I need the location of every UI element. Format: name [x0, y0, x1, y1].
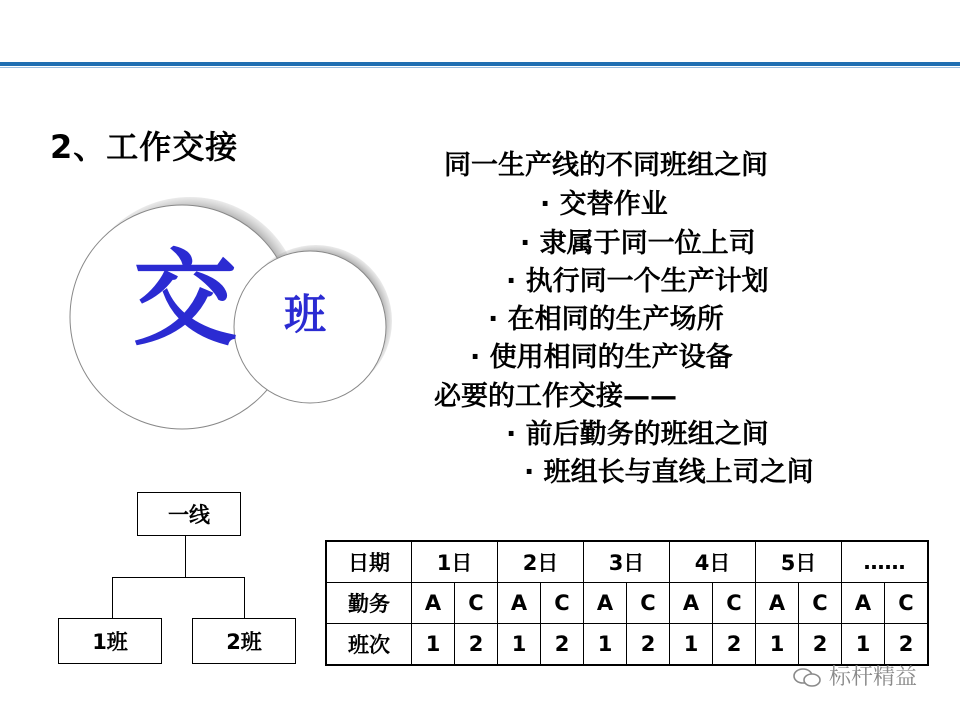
- table-day: 5日: [756, 541, 842, 583]
- org-connector: [112, 577, 113, 619]
- org-child-1: 1班: [58, 618, 162, 664]
- table-row: [326, 624, 928, 666]
- table-cell: 1: [756, 624, 799, 666]
- table-header-row: [326, 541, 928, 583]
- table-cell: C: [713, 583, 756, 624]
- org-connector: [112, 577, 245, 578]
- shift-schedule-table: [325, 540, 929, 666]
- big-circle-label: 交: [132, 238, 237, 360]
- text-line: · 执行同一个生产计划: [506, 266, 769, 297]
- table-cell: A: [670, 583, 713, 624]
- table-cell: 2: [713, 624, 756, 666]
- header-rule-thin: [0, 67, 960, 68]
- table-cell: C: [885, 583, 929, 624]
- watermark-text: 标杆精益: [829, 665, 918, 690]
- table-cell: 2: [455, 624, 498, 666]
- table-cell: 1: [584, 624, 627, 666]
- table-cell: C: [541, 583, 584, 624]
- table-row: [326, 583, 928, 624]
- table-cell: C: [627, 583, 670, 624]
- org-root: 一线: [137, 492, 241, 536]
- table-cell: A: [412, 583, 455, 624]
- table-day: 3日: [584, 541, 670, 583]
- text-line: · 班组长与直线上司之间: [524, 457, 814, 488]
- table-header-label: 日期: [326, 541, 412, 583]
- text-line: 同一生产线的不同班组之间: [444, 150, 768, 181]
- table-cell: 2: [541, 624, 584, 666]
- text-line: 必要的工作交接——: [434, 381, 677, 412]
- table-cell: 1: [412, 624, 455, 666]
- table-cell: A: [498, 583, 541, 624]
- org-connector: [185, 536, 186, 578]
- org-child-2: 2班: [192, 618, 296, 664]
- table-day: 1日: [412, 541, 498, 583]
- table-cell: 1: [498, 624, 541, 666]
- small-circle-label: 班: [283, 290, 326, 339]
- text-line: · 前后勤务的班组之间: [506, 419, 769, 450]
- shift-circles: [60, 195, 400, 430]
- table-day: 2日: [498, 541, 584, 583]
- table-day: 4日: [670, 541, 756, 583]
- header-rule: [0, 62, 960, 66]
- text-line: · 在相同的生产场所: [488, 304, 724, 335]
- table-cell: 1: [670, 624, 713, 666]
- table-day: ……: [842, 541, 929, 583]
- org-connector: [244, 577, 245, 619]
- table-cell: C: [455, 583, 498, 624]
- table-cell: C: [799, 583, 842, 624]
- table-cell: A: [756, 583, 799, 624]
- table-cell: A: [842, 583, 885, 624]
- row-label: 班次: [326, 624, 412, 666]
- row-label: 勤务: [326, 583, 412, 624]
- text-line: · 使用相同的生产设备: [470, 342, 733, 373]
- text-line: · 隶属于同一位上司: [520, 228, 756, 259]
- table-cell: 1: [842, 624, 885, 666]
- table-cell: 2: [799, 624, 842, 666]
- table-cell: A: [584, 583, 627, 624]
- text-line: · 交替作业: [540, 189, 668, 220]
- chat-bubble-icon: [792, 667, 822, 689]
- table-cell: 2: [885, 624, 929, 666]
- table-cell: 2: [627, 624, 670, 666]
- watermark: [792, 660, 917, 691]
- slide-title: 2、工作交接: [50, 128, 239, 166]
